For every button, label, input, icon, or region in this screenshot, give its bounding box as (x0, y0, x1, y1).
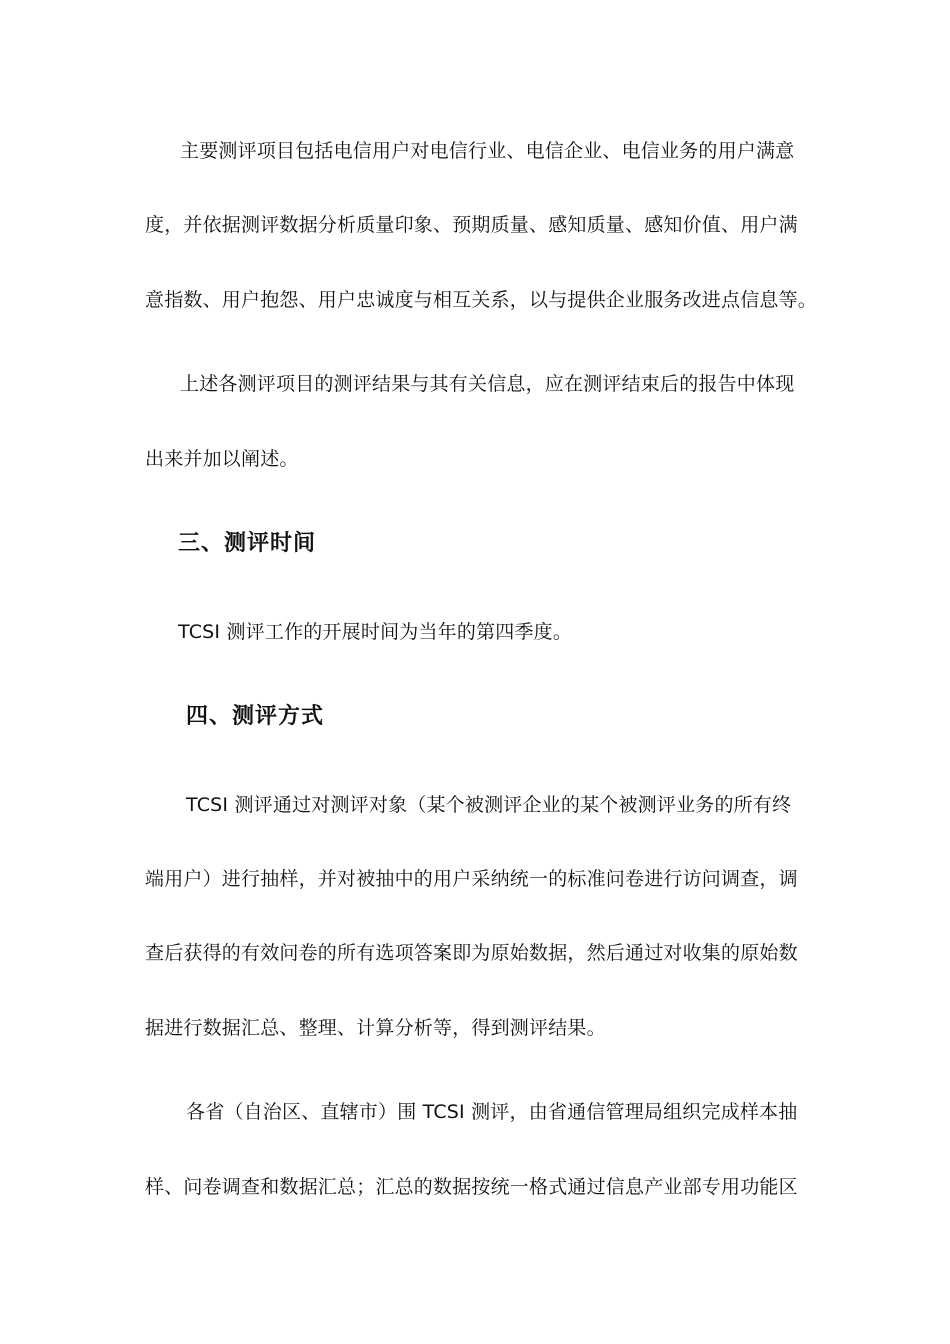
paragraph-line: 主要测评项目包括电信用户对电信行业、电信企业、电信业务的用户满意 (180, 140, 795, 162)
paragraph-line: 出来并加以阐述。 (145, 448, 299, 470)
paragraph-line: 上述各测评项目的测评结果与其有关信息，应在测评结束后的报告中体现 (180, 373, 795, 395)
section-heading-time: 三、测评时间 (178, 531, 317, 556)
paragraph-line: 度，并依据测评数据分析质量印象、预期质量、感知质量、感知价值、用户满 (145, 214, 798, 236)
paragraph-line: TCSI 测评通过对测评对象（某个被测评企业的某个被测评业务的所有终 (186, 794, 792, 816)
paragraph-line: 样、问卷调查和数据汇总；汇总的数据按统一格式通过信息产业部专用功能区 (145, 1176, 798, 1198)
paragraph-line: 意指数、用户抱怨、用户忠诚度与相互关系，以与提供企业服务改进点信息等。 (145, 289, 818, 311)
paragraph-line: 查后获得的有效问卷的所有选项答案即为原始数据，然后通过对收集的原始数 (145, 942, 798, 964)
paragraph-line: 端用户）进行抽样，并对被抽中的用户采纳统一的标准问卷进行访问调查，调 (145, 868, 798, 890)
paragraph-line: 据进行数据汇总、整理、计算分析等，得到测评结果。 (145, 1017, 606, 1039)
section-heading-method: 四、测评方式 (186, 704, 325, 729)
paragraph-evaluation-time: TCSI 测评工作的开展时间为当年的第四季度。 (178, 621, 573, 643)
paragraph-line: 各省（自治区、直辖市）围 TCSI 测评，由省通信管理局组织完成样本抽 (186, 1101, 798, 1123)
